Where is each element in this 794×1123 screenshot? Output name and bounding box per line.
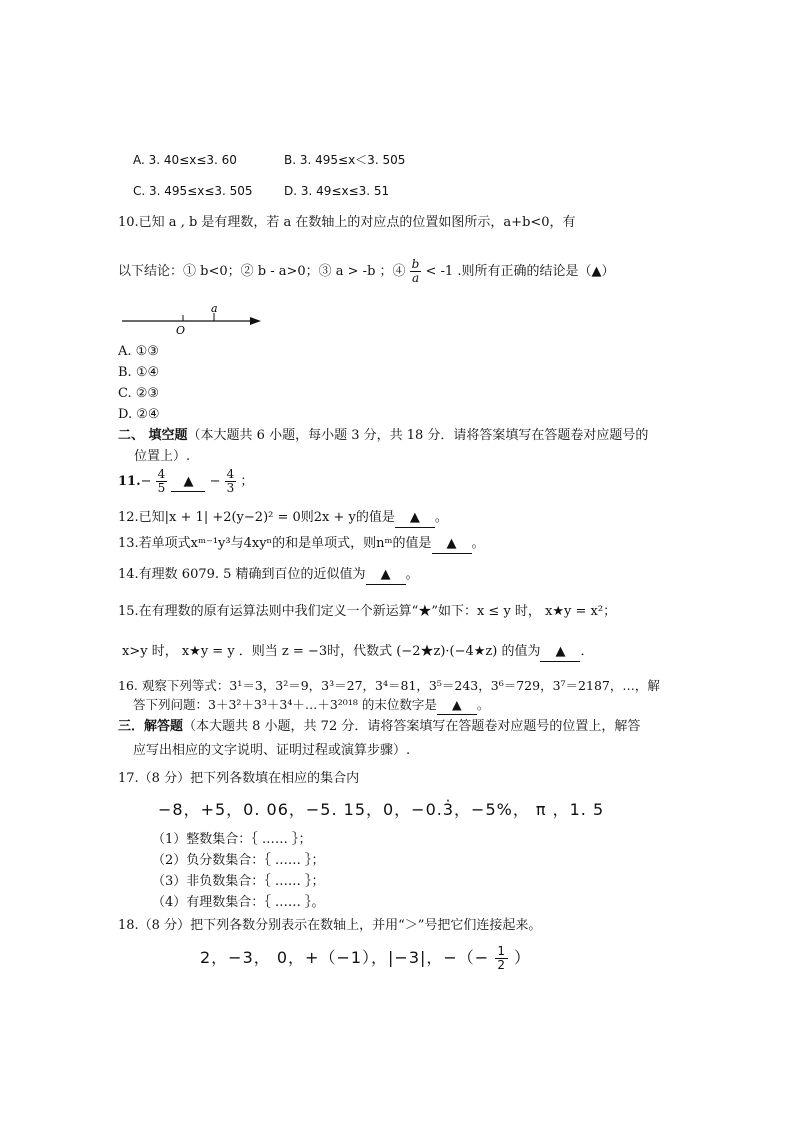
q10-option-c: C. ②③ <box>118 386 160 401</box>
q17-title: 17.（8 分）把下列各数填在相应的集合内 <box>118 771 360 786</box>
q10-option-d: D. ②④ <box>118 407 160 422</box>
q11-label: 11. <box>118 474 141 489</box>
q11-frac1-den: 5 <box>157 481 166 495</box>
q15-end: ． <box>580 644 594 659</box>
section3-desc-cont: 应写出相应的文字说明、证明过程或演算步骤）. <box>133 743 411 758</box>
q14-answer-blank: ▲ <box>366 566 406 585</box>
section2-desc: （本大题共 6 小题，每小题 3 分，共 18 分．请将答案填写在答题卷对应题号的 <box>187 428 649 443</box>
q11-frac1-num: 4 <box>157 467 166 481</box>
q10-fraction-b-over-a <box>410 258 422 285</box>
point-a-label: a <box>211 302 218 315</box>
q11-fraction-2 <box>225 468 237 495</box>
q11-frac2-num: 4 <box>226 467 235 481</box>
q15-line1: 15.在有理数的原有运算法则中我们定义一个新运算“★”如下：x ≤ y 时， x★y = x²； <box>118 604 617 619</box>
q14 <box>118 566 419 585</box>
q14-end: 。 <box>405 567 419 582</box>
q12 <box>118 509 448 528</box>
q16-line1: 16. 观察下列等式：3¹＝3，3²＝9，3³＝27，3⁴＝81，3⁵＝243，3⁶＝729，3⁷＝2187，…，解 <box>118 678 660 693</box>
q18-numbers-list: 2，−3， 0，+（−1），|−3|，−（− <box>200 948 490 967</box>
q18-frac-den: 2 <box>497 958 506 972</box>
q18-fraction-half <box>495 945 508 972</box>
q15-line2 <box>122 643 593 662</box>
section3-header <box>118 718 640 736</box>
q14-text: 14.有理数 6079. 5 精确到百位的近似值为 <box>118 567 366 582</box>
q11-answer-blank: ▲ <box>171 473 205 492</box>
q10-option-b: B. ①④ <box>118 365 160 380</box>
q18-numbers <box>200 945 531 972</box>
q16-answer-blank: ▲ <box>437 696 477 715</box>
q9-option-d: D. 3. 49≤x≤3. 51 <box>284 184 390 198</box>
q16-end: 。 <box>476 697 490 712</box>
q18-title: 18.（8 分）把下列各数分别表示在数轴上，并用“＞”号把它们连接起来。 <box>118 918 542 933</box>
q12-text: 12.已知|x + 1| +2(y−2)² = 0则2x + y的值是 <box>118 510 395 525</box>
q15-text: x>y 时， x★y = y ．则当 z = −3时，代数式 (−2★z)·(−4★z) 的值为 <box>122 644 541 659</box>
section2-desc-cont: 位置上）. <box>134 449 191 464</box>
q16-line2 <box>133 696 489 715</box>
q12-answer-blank: ▲ <box>395 509 435 528</box>
q10-stem-line2 <box>118 258 614 285</box>
q10-stem-line1: 10.已知 a , b 是有理数，若 a 在数轴上的对应点的位置如图所示，a+b<0，有 <box>118 215 576 230</box>
q13 <box>118 535 485 554</box>
q11: 11.− $\frac{4}{5}$ ▲ − $\frac{4}{3}$ ； <box>118 467 254 495</box>
q15-answer-blank: ▲ <box>540 643 580 662</box>
section2-title: 二、 填空题 <box>118 428 188 443</box>
q10-number-line-figure <box>118 302 278 338</box>
q11-end: ； <box>240 474 254 489</box>
q17-set-negative-fractions: （2）负分数集合：｛ …… ｝； <box>152 853 325 868</box>
q13-answer-blank: ▲ <box>432 535 472 554</box>
q9-option-c: C. 3. 495≤x≤3. 505 <box>133 184 253 198</box>
q10-conclusions-end: < -1 .则所有正确的结论是（▲） <box>425 264 615 279</box>
section3-title: 三．解答题 <box>118 719 184 734</box>
q13-end: 。 <box>471 536 485 551</box>
q11-fraction-1 <box>156 468 168 495</box>
q18-numbers-end: ） <box>514 948 532 967</box>
q17-set-integers: （1）整数集合：｛ …… ｝； <box>152 832 312 847</box>
q17-numbers: −8，+5，0. 06，−5. 15，0，−0.3̇，−5%， π ，1. 5 <box>158 800 605 819</box>
q16-text: 答下列问题：3＋3²＋3³＋3⁴＋…＋3²⁰¹⁸ 的末位数字是 <box>133 697 437 712</box>
q11-frac2-den: 3 <box>226 481 235 495</box>
q10-frac-num: b <box>411 257 420 271</box>
q17-set-rationals: （4）有理数集合：｛ …… ｝。 <box>152 895 325 910</box>
q10-conclusions: 以下结论：① b<0；② b - a>0；③ a > -b ；④ <box>118 264 406 279</box>
q9-option-b: B. 3. 495≤x＜3. 505 <box>284 153 406 167</box>
q10-frac-den: a <box>411 271 420 285</box>
q10-option-a: A. ①③ <box>118 344 159 359</box>
section3-desc: （本大题共 8 小题，共 72 分．请将答案填写在答题卷对应题号的位置上，解答 <box>183 719 641 734</box>
q17-set-nonnegative: （3）非负数集合：｛ …… ｝； <box>152 874 325 889</box>
q13-text: 13.若单项式xᵐ⁻¹y³与4xyⁿ的和是单项式，则nᵐ的值是 <box>118 536 432 551</box>
q18-frac-num: 1 <box>497 944 506 958</box>
q12-end: 。 <box>434 510 448 525</box>
section2-header <box>118 427 648 445</box>
number-line-arrow <box>250 317 261 325</box>
q9-option-a: A. 3. 40≤x≤3. 60 <box>133 153 237 167</box>
origin-label: O <box>176 324 186 337</box>
